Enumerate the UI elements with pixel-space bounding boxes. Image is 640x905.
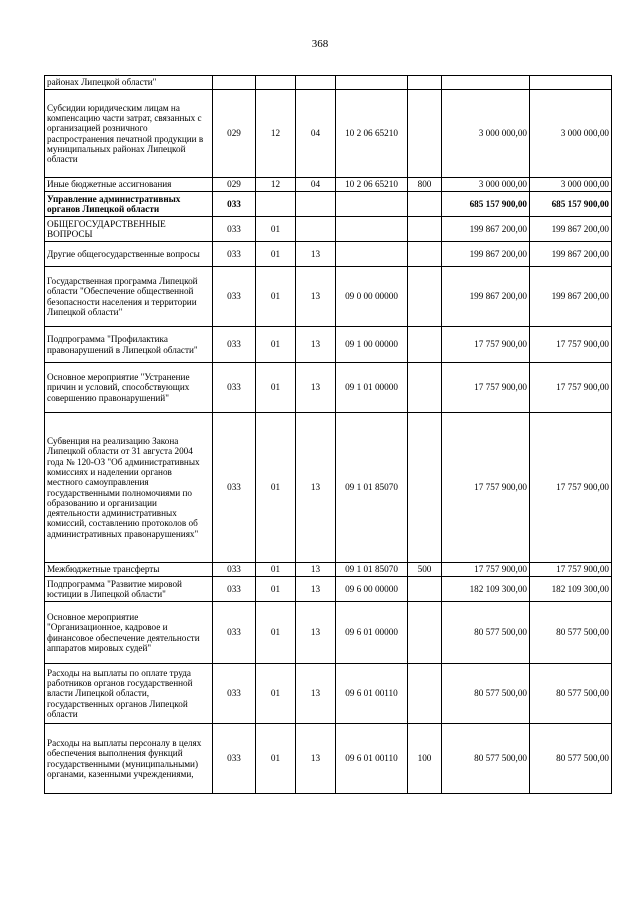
table-row <box>45 664 612 724</box>
cell-section: 01 <box>256 242 296 267</box>
cell-target-article: 09 1 00 00000 <box>336 327 408 363</box>
cell-subsection: 04 <box>296 178 336 192</box>
cell-subsection: 13 <box>296 267 336 327</box>
cell-subsection: 13 <box>296 577 336 602</box>
cell-amount-1: 17 757 900,00 <box>442 563 530 577</box>
cell-subsection: 13 <box>296 664 336 724</box>
cell-expense-type <box>408 327 442 363</box>
cell-section: 01 <box>256 413 296 563</box>
table-row <box>45 563 612 577</box>
cell-subsection: 13 <box>296 327 336 363</box>
cell-admin-code: 033 <box>213 363 256 413</box>
table-row <box>45 178 612 192</box>
table-row <box>45 267 612 327</box>
cell-subsection <box>296 217 336 242</box>
cell-admin-code: 033 <box>213 413 256 563</box>
cell-expense-type <box>408 242 442 267</box>
cell-amount-1: 199 867 200,00 <box>442 242 530 267</box>
cell-expense-type <box>408 267 442 327</box>
cell-amount-2: 685 157 900,00 <box>530 192 612 217</box>
table-row <box>45 413 612 563</box>
cell-name: Субвенция на реализацию Закона Липецкой области от 31 августа 2004 года № 120-ОЗ "Об административных комиссиях и наделении органов местного самоуправления государственными полномочиями по образованию и организации деятельности административных комиссий, составлению протоколов об административных правонарушениях" <box>45 413 213 563</box>
cell-amount-2: 17 757 900,00 <box>530 363 612 413</box>
cell-expense-type <box>408 76 442 90</box>
cell-amount-1: 182 109 300,00 <box>442 577 530 602</box>
cell-target-article <box>336 217 408 242</box>
cell-subsection: 13 <box>296 602 336 664</box>
cell-amount-1: 3 000 000,00 <box>442 178 530 192</box>
cell-subsection <box>296 192 336 217</box>
cell-subsection: 13 <box>296 363 336 413</box>
table-row <box>45 363 612 413</box>
budget-table <box>44 75 612 794</box>
table-row <box>45 90 612 178</box>
cell-name: Расходы на выплаты персоналу в целях обеспечения выполнения функций государственными (муниципальными) органами, казенными учреждениями, <box>45 724 213 794</box>
cell-target-article: 09 0 00 00000 <box>336 267 408 327</box>
cell-target-article: 09 6 01 00110 <box>336 664 408 724</box>
cell-target-article: 10 2 06 65210 <box>336 178 408 192</box>
cell-admin-code: 033 <box>213 217 256 242</box>
cell-subsection: 13 <box>296 242 336 267</box>
cell-target-article <box>336 242 408 267</box>
cell-admin-code: 033 <box>213 563 256 577</box>
cell-section: 01 <box>256 217 296 242</box>
cell-amount-2: 199 867 200,00 <box>530 267 612 327</box>
cell-target-article: 09 6 01 00000 <box>336 602 408 664</box>
table-row <box>45 76 612 90</box>
cell-amount-1: 17 757 900,00 <box>442 327 530 363</box>
cell-amount-1 <box>442 76 530 90</box>
cell-name: Государственная программа Липецкой области "Обеспечение общественной безопасности населения и территории Липецкой области" <box>45 267 213 327</box>
cell-expense-type <box>408 413 442 563</box>
cell-amount-1: 199 867 200,00 <box>442 217 530 242</box>
cell-amount-2: 3 000 000,00 <box>530 178 612 192</box>
cell-amount-2: 80 577 500,00 <box>530 664 612 724</box>
table-row <box>45 602 612 664</box>
cell-amount-1: 80 577 500,00 <box>442 724 530 794</box>
cell-name: Иные бюджетные ассигнования <box>45 178 213 192</box>
cell-amount-2: 182 109 300,00 <box>530 577 612 602</box>
cell-target-article: 09 1 01 00000 <box>336 363 408 413</box>
table-row <box>45 327 612 363</box>
cell-name: Подпрограмма "Развитие мировой юстиции в Липецкой области" <box>45 577 213 602</box>
cell-admin-code: 033 <box>213 577 256 602</box>
cell-admin-code: 033 <box>213 602 256 664</box>
cell-expense-type <box>408 217 442 242</box>
cell-expense-type: 500 <box>408 563 442 577</box>
cell-expense-type <box>408 363 442 413</box>
cell-section: 01 <box>256 563 296 577</box>
page-number: 368 <box>311 38 329 50</box>
cell-subsection: 04 <box>296 90 336 178</box>
cell-target-article: 09 1 01 85070 <box>336 563 408 577</box>
cell-subsection: 13 <box>296 724 336 794</box>
cell-target-article: 10 2 06 65210 <box>336 90 408 178</box>
cell-name: Основное мероприятие "Устранение причин и условий, способствующих совершению правонарушений" <box>45 363 213 413</box>
cell-name: Основное мероприятие "Организационное, кадровое и финансовое обеспечение деятельности аппаратов мировых судей" <box>45 602 213 664</box>
cell-section: 01 <box>256 602 296 664</box>
cell-amount-2: 3 000 000,00 <box>530 90 612 178</box>
cell-amount-2: 80 577 500,00 <box>530 724 612 794</box>
cell-section: 12 <box>256 178 296 192</box>
cell-subsection <box>296 76 336 90</box>
cell-amount-1: 17 757 900,00 <box>442 413 530 563</box>
cell-amount-2: 80 577 500,00 <box>530 602 612 664</box>
cell-subsection: 13 <box>296 413 336 563</box>
cell-admin-code: 033 <box>213 664 256 724</box>
cell-name: Расходы на выплаты по оплате труда работников органов государственной власти Липецкой области, государственных органов Липецкой области <box>45 664 213 724</box>
cell-name: Другие общегосударственные вопросы <box>45 242 213 267</box>
cell-name: Подпрограмма "Профилактика правонарушений в Липецкой области" <box>45 327 213 363</box>
cell-expense-type <box>408 90 442 178</box>
cell-section <box>256 192 296 217</box>
cell-expense-type <box>408 577 442 602</box>
cell-section <box>256 76 296 90</box>
cell-section: 01 <box>256 664 296 724</box>
table-row <box>45 192 612 217</box>
cell-name: ОБЩЕГОСУДАРСТВЕННЫЕ ВОПРОСЫ <box>45 217 213 242</box>
cell-target-article: 09 1 01 85070 <box>336 413 408 563</box>
cell-amount-2: 17 757 900,00 <box>530 327 612 363</box>
cell-admin-code: 029 <box>213 178 256 192</box>
cell-target-article <box>336 76 408 90</box>
table-row <box>45 242 612 267</box>
table-row <box>45 217 612 242</box>
cell-section: 01 <box>256 577 296 602</box>
cell-amount-1: 685 157 900,00 <box>442 192 530 217</box>
cell-amount-1: 3 000 000,00 <box>442 90 530 178</box>
cell-admin-code: 033 <box>213 327 256 363</box>
cell-target-article: 09 6 01 00110 <box>336 724 408 794</box>
cell-expense-type <box>408 664 442 724</box>
cell-expense-type <box>408 602 442 664</box>
cell-target-article <box>336 192 408 217</box>
cell-section: 01 <box>256 363 296 413</box>
table-row <box>45 577 612 602</box>
cell-name: районах Липецкой области" <box>45 76 213 90</box>
cell-section: 01 <box>256 724 296 794</box>
cell-admin-code: 029 <box>213 90 256 178</box>
table-row <box>45 724 612 794</box>
cell-name: Субсидии юридическим лицам на компенсацию части затрат, связанных с организацией розничного распространения печатной продукции в муниципальных районах Липецкой области <box>45 90 213 178</box>
cell-amount-1: 80 577 500,00 <box>442 664 530 724</box>
cell-amount-1: 199 867 200,00 <box>442 267 530 327</box>
cell-amount-1: 17 757 900,00 <box>442 363 530 413</box>
cell-admin-code: 033 <box>213 242 256 267</box>
cell-amount-1: 80 577 500,00 <box>442 602 530 664</box>
cell-amount-2 <box>530 76 612 90</box>
cell-name: Управление административных органов Липецкой области <box>45 192 213 217</box>
cell-section: 01 <box>256 327 296 363</box>
cell-admin-code: 033 <box>213 724 256 794</box>
cell-section: 12 <box>256 90 296 178</box>
cell-amount-2: 199 867 200,00 <box>530 217 612 242</box>
cell-admin-code <box>213 76 256 90</box>
cell-section: 01 <box>256 267 296 327</box>
cell-expense-type: 100 <box>408 724 442 794</box>
cell-amount-2: 17 757 900,00 <box>530 563 612 577</box>
cell-amount-2: 199 867 200,00 <box>530 242 612 267</box>
cell-target-article: 09 6 00 00000 <box>336 577 408 602</box>
cell-expense-type <box>408 192 442 217</box>
cell-name: Межбюджетные трансферты <box>45 563 213 577</box>
cell-subsection: 13 <box>296 563 336 577</box>
cell-admin-code: 033 <box>213 192 256 217</box>
cell-expense-type: 800 <box>408 178 442 192</box>
cell-admin-code: 033 <box>213 267 256 327</box>
cell-amount-2: 17 757 900,00 <box>530 413 612 563</box>
